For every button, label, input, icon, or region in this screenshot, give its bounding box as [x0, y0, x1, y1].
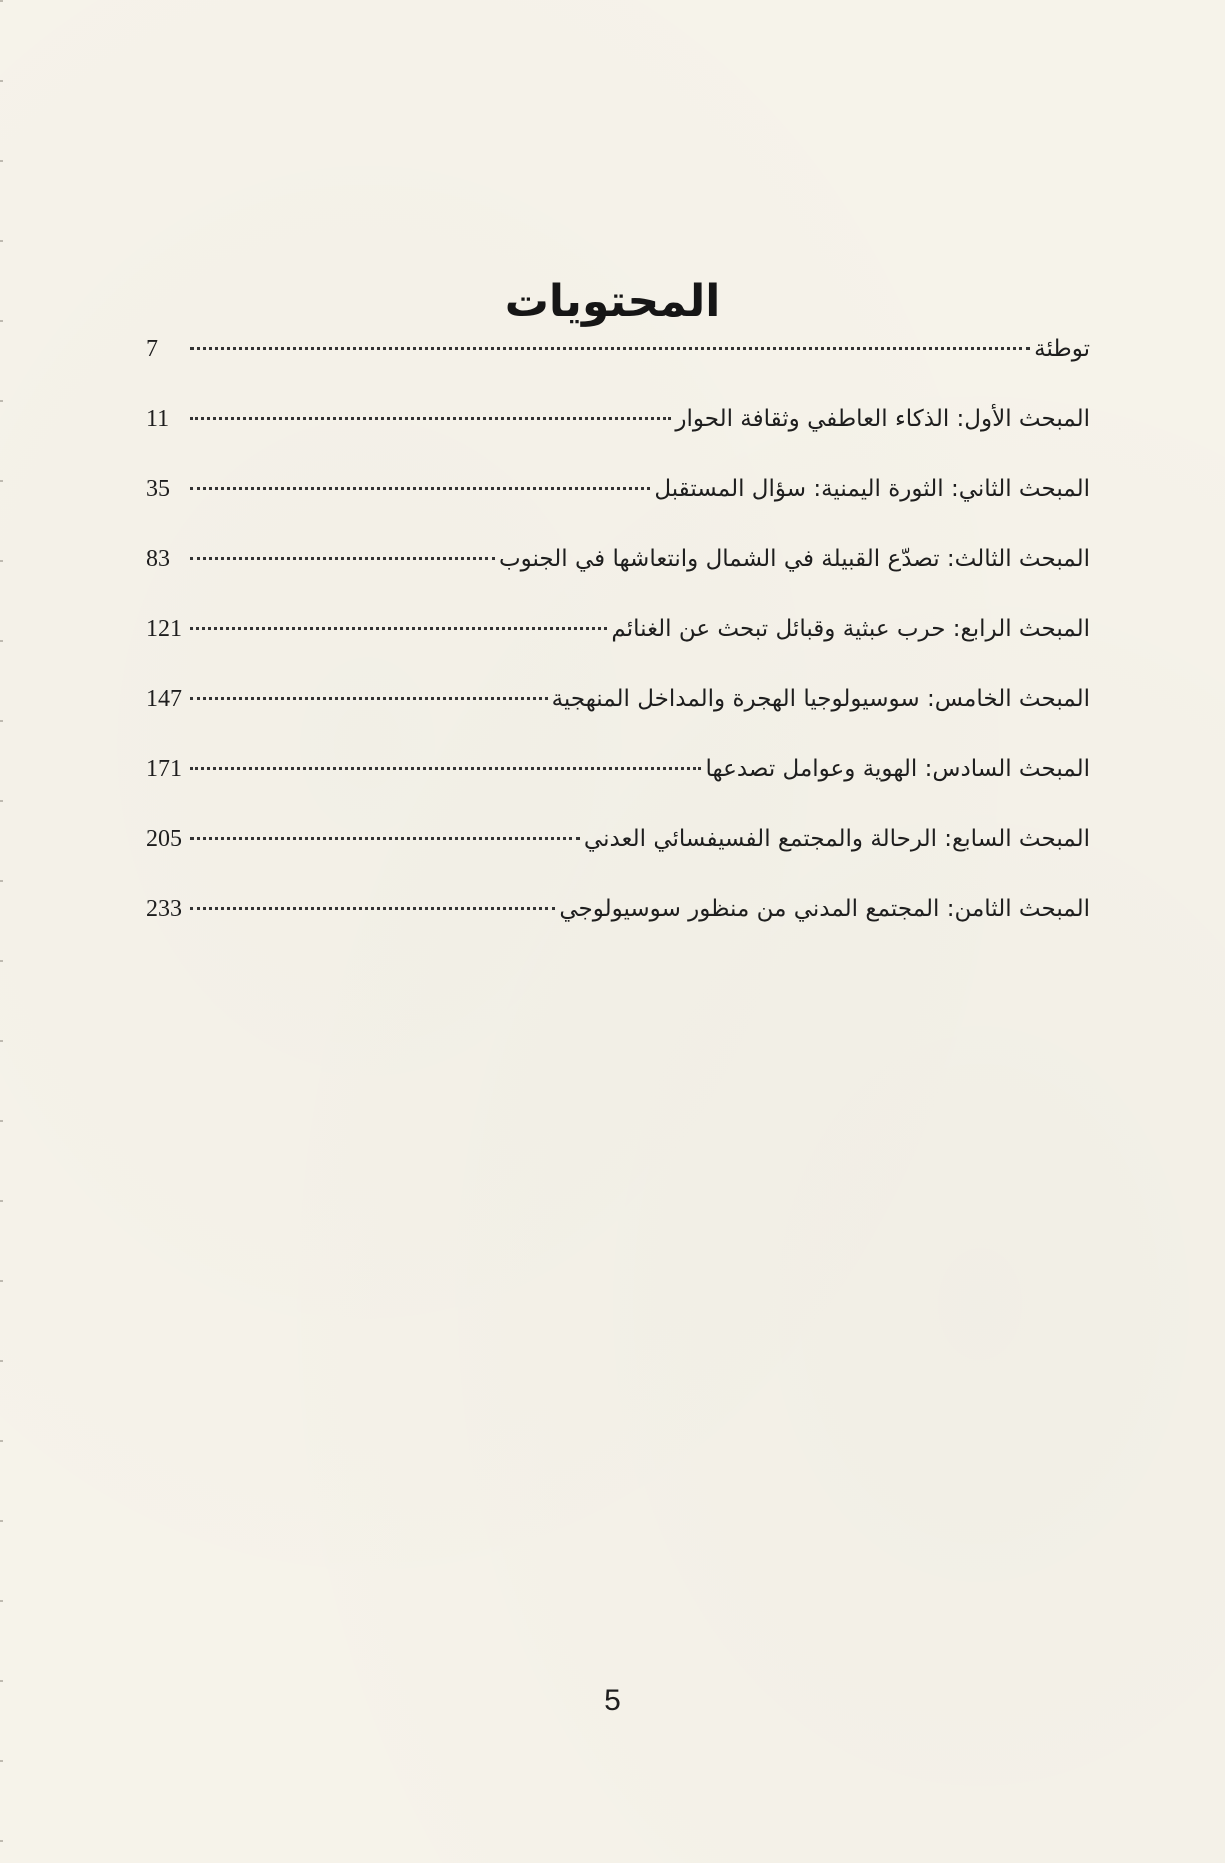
toc-page-number: 83: [146, 546, 170, 572]
toc-entry: [146, 826, 1090, 870]
toc-page-number: 171: [146, 756, 182, 782]
toc-page-number: 7: [146, 336, 158, 362]
toc-leader-dots: [190, 487, 650, 490]
toc-entry: [146, 896, 1090, 940]
page-number: 5: [604, 1684, 621, 1717]
toc-page-number: 205: [146, 826, 182, 852]
toc-entry-title: المبحث السادس: الهوية وعوامل تصدعها: [705, 756, 1090, 782]
contents-heading: المحتويات: [504, 276, 721, 327]
toc-leader-dots: [190, 627, 607, 630]
toc-leader-dots: [190, 347, 1030, 350]
toc-leader-dots: [190, 697, 548, 700]
toc-entry-title: المبحث الثاني: الثورة اليمنية: سؤال المستقبل: [654, 476, 1090, 502]
toc-entry-title: المبحث الثالث: تصدّع القبيلة في الشمال وانتعاشها في الجنوب: [498, 546, 1090, 572]
toc-entry-title: المبحث الخامس: سوسيولوجيا الهجرة والمداخل المنهجية: [551, 686, 1090, 712]
toc-page-number: 121: [146, 616, 182, 642]
toc-leader-dots: [190, 417, 671, 420]
toc-page-number: 11: [146, 406, 170, 432]
toc-leader-dots: [190, 767, 701, 770]
toc-entry-title: المبحث السابع: الرحالة والمجتمع الفسيفسائي العدني: [583, 826, 1090, 852]
toc-entry: [146, 616, 1090, 660]
toc-leader-dots: [190, 837, 580, 840]
toc-entry: [146, 336, 1090, 380]
toc-page-number: 233: [146, 896, 182, 922]
toc-entry-title: المبحث الثامن: المجتمع المدني من منظور سوسيولوجي: [559, 896, 1090, 922]
toc-entry: [146, 406, 1090, 450]
toc-entry: [146, 476, 1090, 520]
toc-entry: [146, 686, 1090, 730]
toc-leader-dots: [190, 907, 555, 910]
toc-entry-title: المبحث الرابع: حرب عبثية وقبائل تبحث عن الغنائم: [611, 616, 1090, 642]
toc-leader-dots: [190, 557, 495, 560]
toc-entry-title: المبحث الأول: الذكاء العاطفي وثقافة الحوار: [675, 406, 1090, 432]
toc-entry: [146, 546, 1090, 590]
toc-page-number: 35: [146, 476, 170, 502]
toc-page-number: 147: [146, 686, 182, 712]
toc-entry-title: توطئة: [1034, 336, 1090, 362]
toc-entry: [146, 756, 1090, 800]
